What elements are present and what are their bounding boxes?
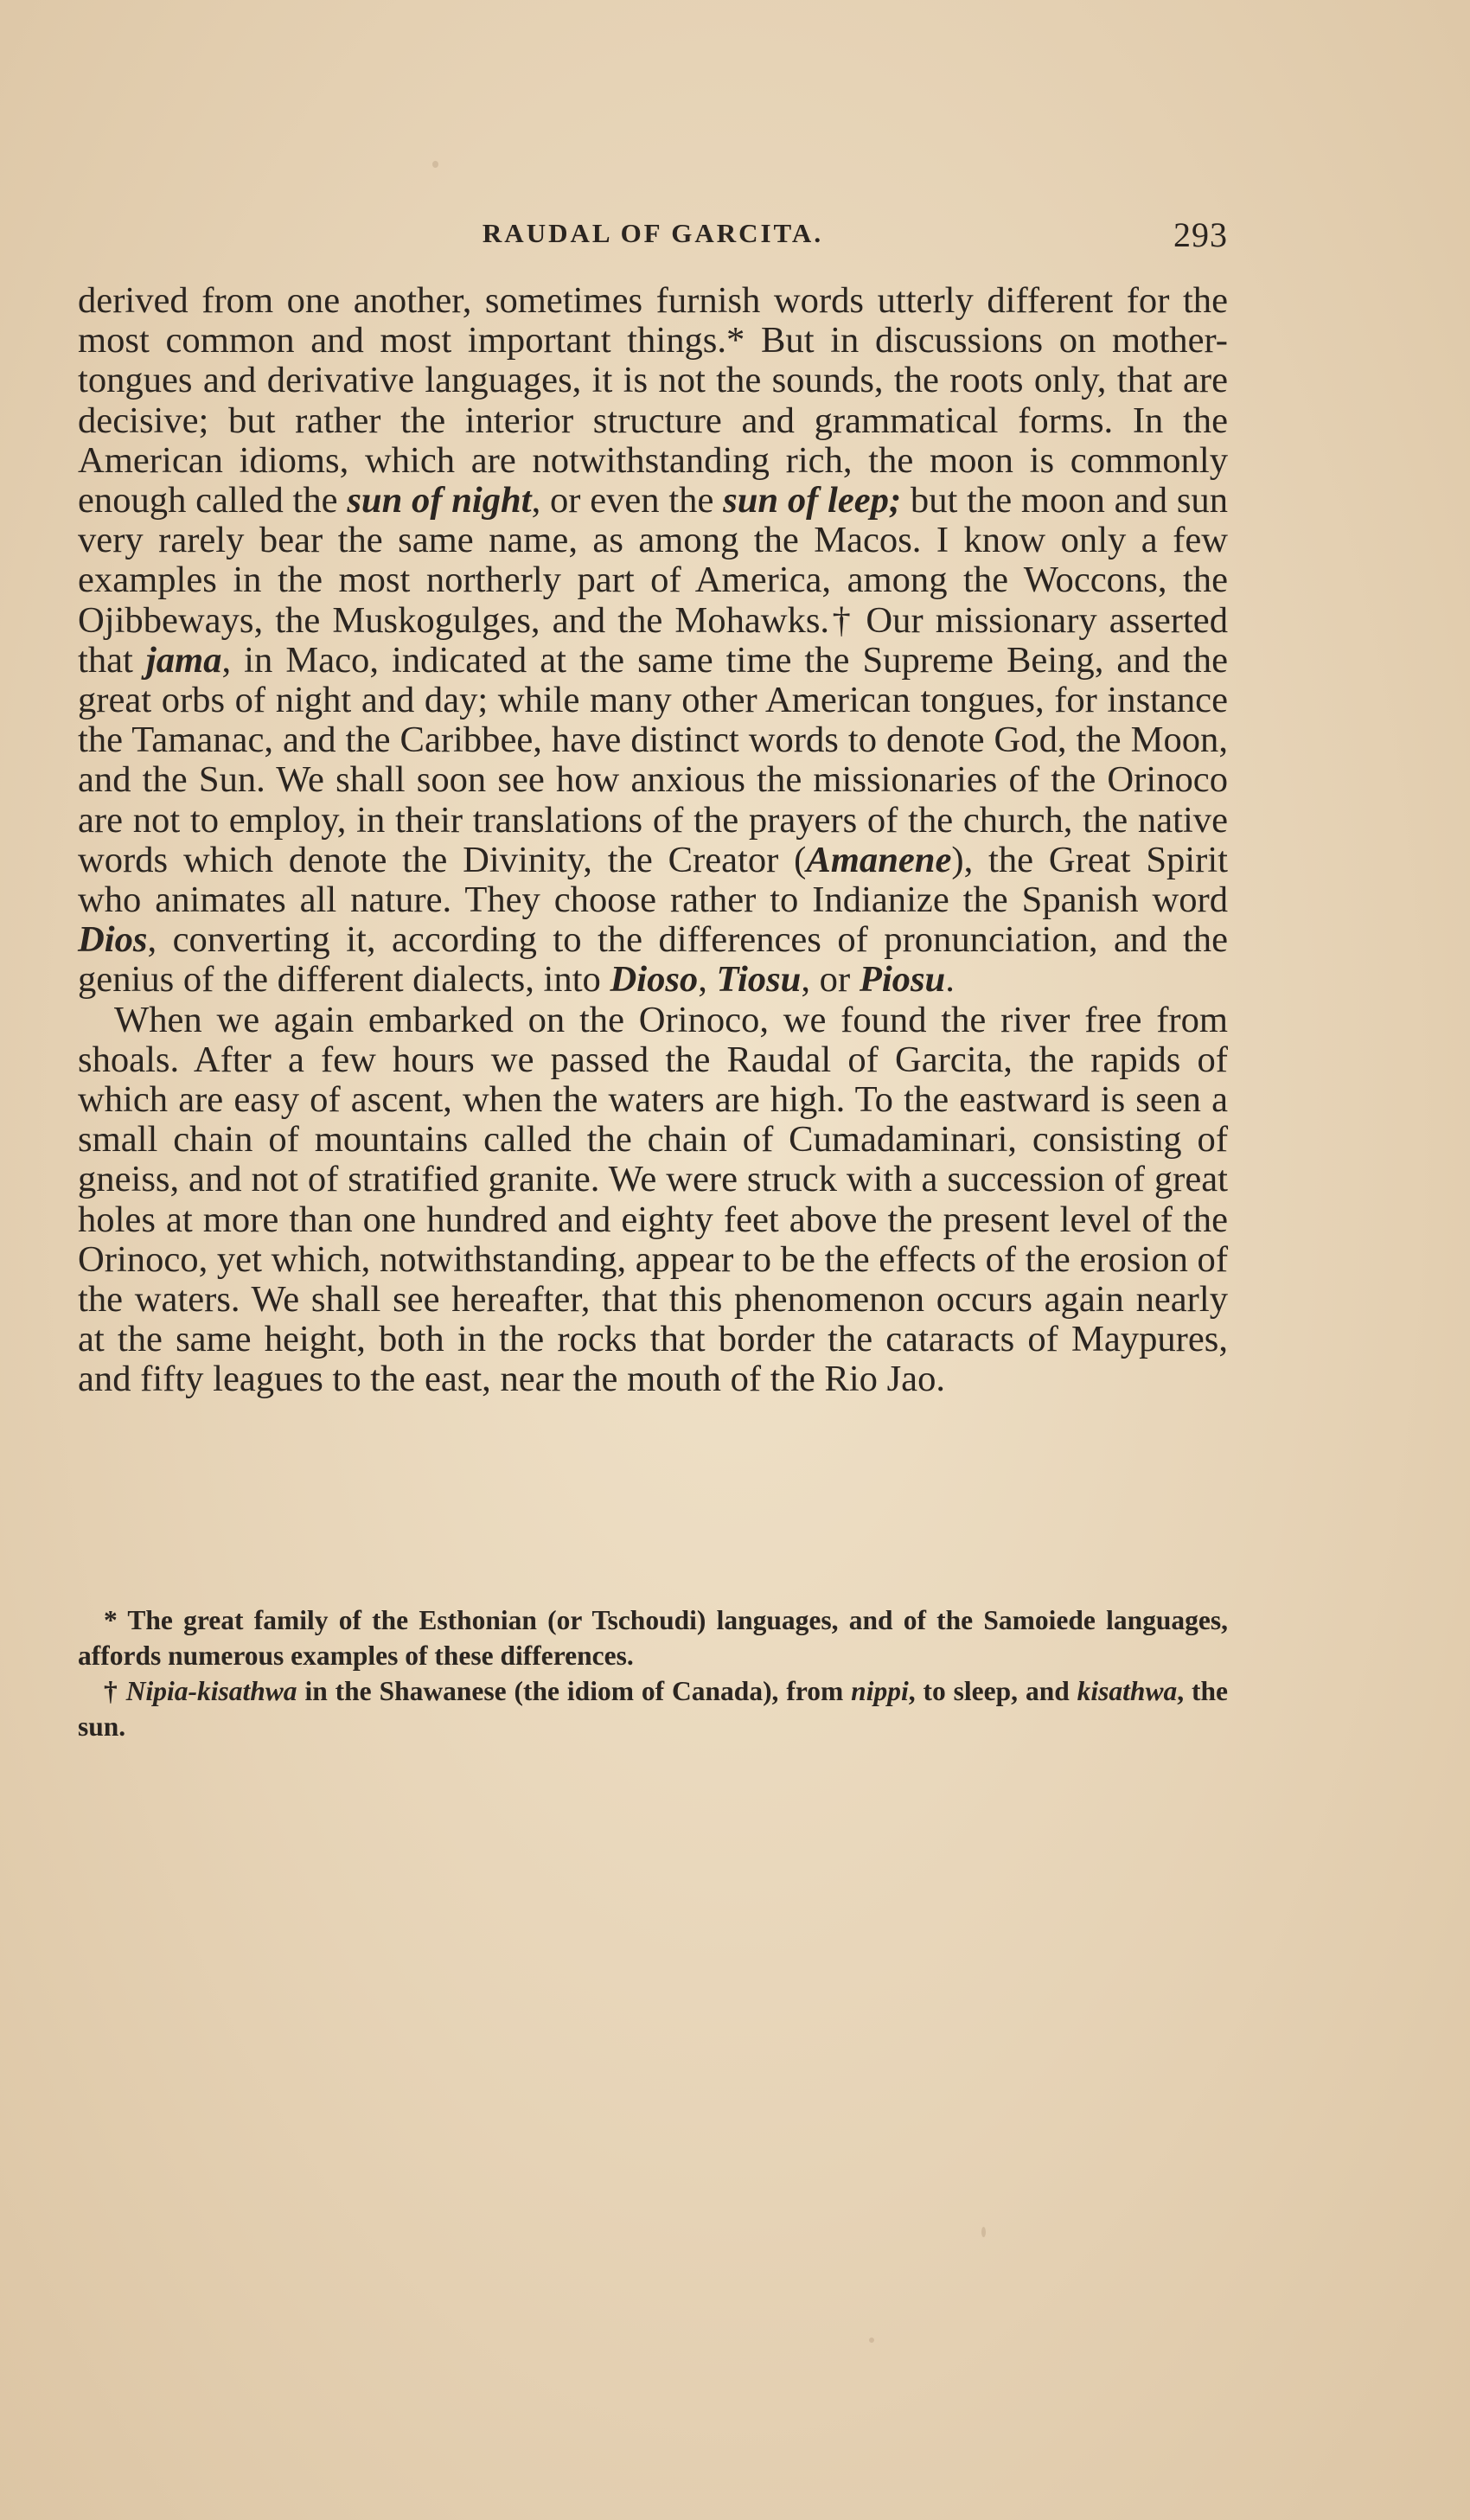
- italic-term: Dios: [78, 919, 148, 961]
- italic-term: Nipia-kisathwa: [125, 1676, 297, 1706]
- text-run: derived from one another, sometimes furnish words utterly different for the most common and most important things.* But in discussions on mother-tongues and derivative languages, it is not the sounds, the roots only, that are decisive; but rather the interior structure and grammatical forms. In the American idioms, which are notwithstanding rich, the moon is commonly enough called the: [78, 280, 1228, 521]
- paper-speck: [981, 2227, 986, 2237]
- italic-term: Dioso: [610, 959, 699, 1001]
- paper-speck: [869, 2338, 874, 2343]
- italic-term: jama: [145, 639, 222, 681]
- footnote-mark: *: [104, 1605, 118, 1635]
- paragraph: When we again embarked on the Orinoco, we found the river free from shoals. After a few hours we passed the Raudal of Garcita, the rapids of which are easy of ascent, when the waters are high. To the eastward is seen a small chain of mountains called the chain of Cumadaminari, consisting of gneiss, and not of stratified granite. We were struck with a succession of great holes at more than one hundred and eighty feet above the present level of the Orinoco, yet which, notwithstanding, appear to be the effects of the erosion of the waters. We shall see hereafter, that this phenomenon occurs again nearly at the same height, both in the rocks that border the cataracts of Maypures, and fifty leagues to the east, near the mouth of the Rio Jao.: [78, 999, 1228, 1400]
- text-run: ,: [698, 959, 717, 1001]
- page-number: 293: [1173, 215, 1228, 254]
- text-run: ), the Great Spirit who animates all nature. They choose rather to Indianize the Spanish word: [78, 839, 1228, 921]
- italic-term: kisathwa: [1077, 1676, 1178, 1706]
- footnotes: [78, 1602, 1228, 1744]
- italic-term: Tiosu: [716, 959, 802, 1001]
- text-run: .: [945, 959, 955, 1001]
- footnote-text: in the Shawanese (the idiom of Canada), from: [297, 1676, 852, 1706]
- text-run: but the moon and sun very rarely bear the same name, as among the Macos. I know only a few examples in the most northerly part of America, among the Woccons, the Ojibbeways, the Muskogulges, and the Mohawks.† Our missionary asserted that: [78, 480, 1229, 681]
- footnote: [78, 1673, 1228, 1744]
- italic-term: sun of night: [347, 480, 532, 521]
- text-run: , converting it, according to the differences of pronunciation, and the genius of the different dialects, into: [78, 919, 1228, 1001]
- italic-term: Piosu: [859, 959, 946, 1001]
- italic-term: sun of leep;: [723, 480, 902, 521]
- text-run: , or: [801, 959, 860, 1001]
- body-text: [78, 281, 1228, 1400]
- footnote-text: , the sun.: [78, 1676, 1229, 1742]
- paragraph: [78, 281, 1228, 1001]
- italic-term: nippi: [851, 1676, 909, 1706]
- paper-speck: [432, 161, 438, 168]
- running-head: RAUDAL OF GARCITA.: [482, 218, 824, 248]
- footnote: [78, 1602, 1228, 1673]
- text-run: , in Maco, indicated at the same time the Supreme Being, and the great orbs of night and day; while many other American tongues, for instance the Tamanac, and the Caribbee, have distinct words to denote God, the Moon, and the Sun. We shall soon see how anxious the missionaries of the Orinoco are not to employ, in their translations of the prayers of the church, the native words which denote the Divinity, the Creator (: [78, 639, 1228, 880]
- text-run: , or even the: [531, 480, 724, 521]
- footnote-text: The great family of the Esthonian (or Tschoudi) languages, and of the Samoiede languages, affords numerous examples of these differences.: [78, 1605, 1228, 1671]
- italic-term: Amanene: [806, 839, 952, 880]
- footnote-mark: †: [104, 1676, 118, 1706]
- page-header: [78, 214, 1228, 258]
- footnote-text: , to sleep, and: [908, 1676, 1077, 1706]
